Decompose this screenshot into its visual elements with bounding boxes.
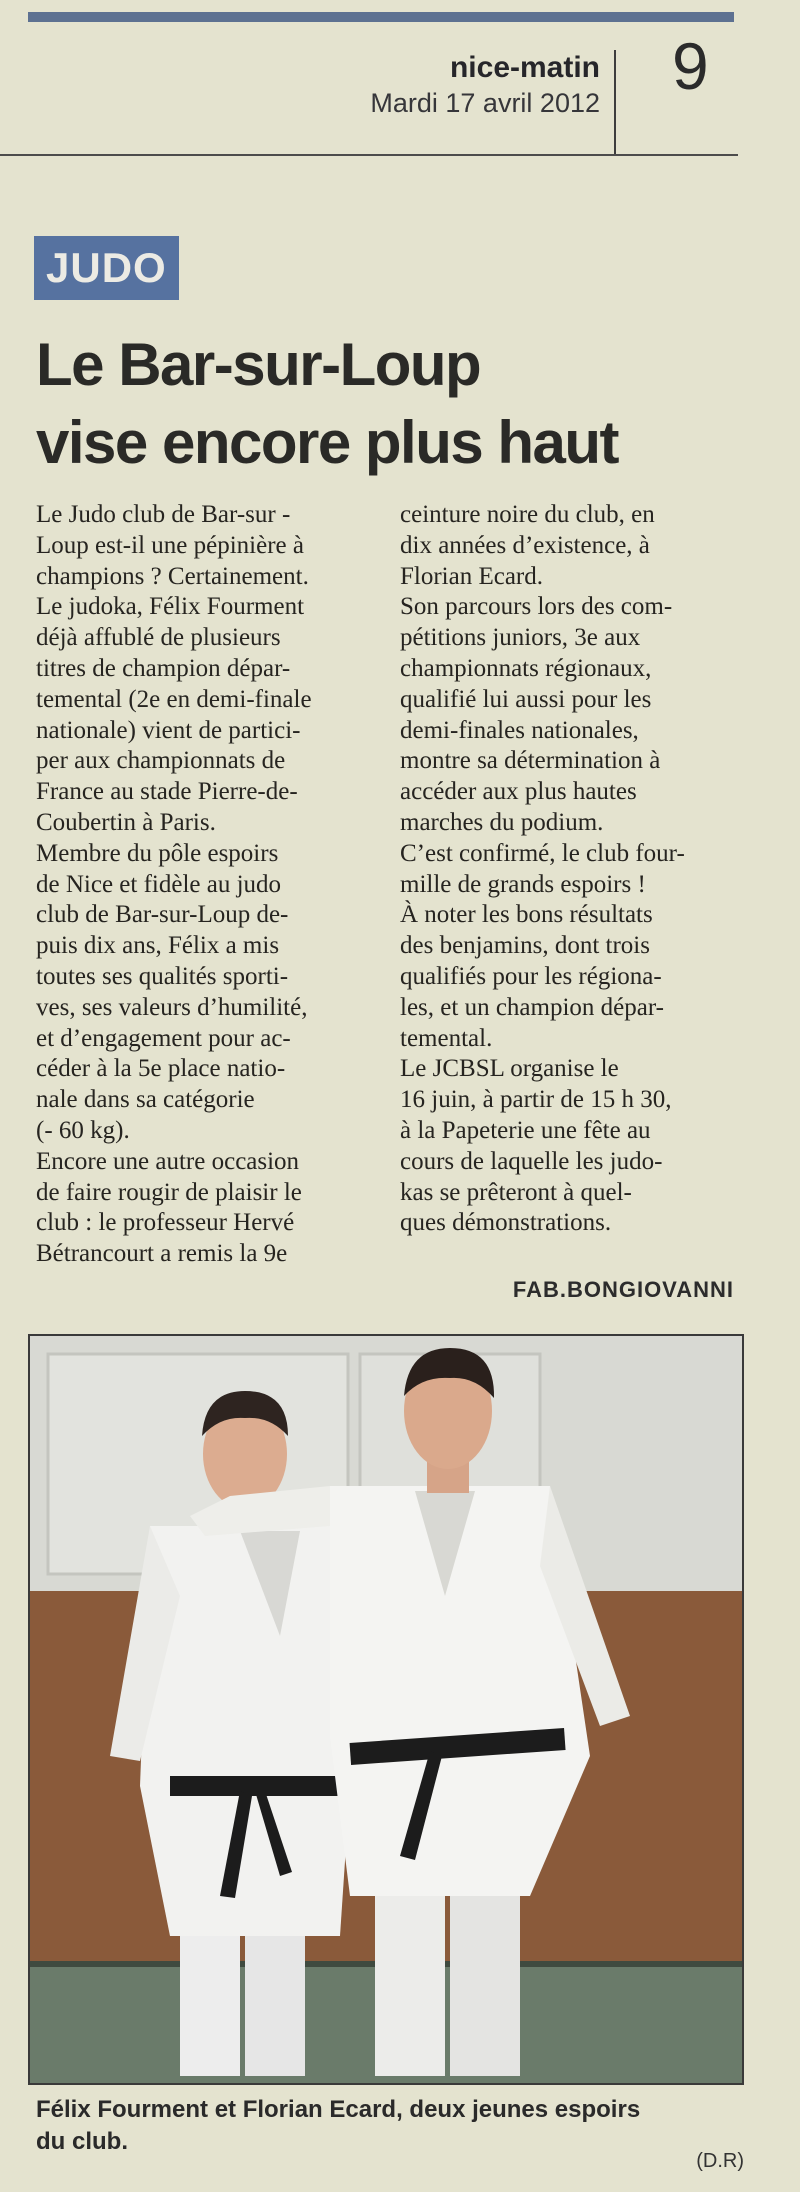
masthead bbox=[370, 50, 600, 120]
newspaper-name: nice-matin bbox=[449, 51, 600, 84]
issue-date: Mardi 17 avril 2012 bbox=[370, 88, 600, 118]
article-column-2: ceinture noire du club, en dix années d’existence, à Florian Ecard. Son parcours lors des com- pétitions juniors, 3e aux championnats régionaux, qualifié lui aussi pour les demi-finales nationales, montre sa détermination à accéder aux plus hautes marches du podium. C’est confirmé, le club four- mille de grands espoirs ! À noter les bons résultats des benjamins, dont trois qualifiés pour les régiona- les, et un champion dépar- temental. Le JCBSL organise le 16 juin, à partir de 15 h 30, à la Papeterie une fête au cours de laquelle les judo- kas se prêteront à quel- ques démonstrations. bbox=[400, 501, 685, 1237]
header-color-bar bbox=[28, 12, 734, 22]
masthead-divider bbox=[614, 50, 616, 156]
photo-caption: Félix Fourment et Florian Ecard, deux jeunes espoirs du club. bbox=[36, 2096, 641, 2155]
article-byline: FAB.BONGIOVANNI bbox=[512, 1277, 734, 1302]
section-kicker: JUDO bbox=[34, 236, 179, 300]
page-number: 9 bbox=[672, 29, 709, 103]
header-rule bbox=[0, 154, 738, 156]
photo-credit: (D.R) bbox=[696, 2150, 744, 2172]
article-photo bbox=[28, 1334, 744, 2085]
article-headline bbox=[36, 326, 756, 482]
judoka-photo-illustration bbox=[30, 1336, 742, 2083]
headline-text: Le Bar-sur-Loup vise encore plus haut bbox=[36, 331, 619, 476]
article-column-1: Le Judo club de Bar-sur - Loup est-il une pépinière à champions ? Certainement. Le judoka, Félix Fourment déjà affublé de plusieurs titres de champion dépar- temental (2e en demi-finale nationale) vient de partici- per aux championnats de France au stade Pierre-de- Coubertin à Paris. Membre du pôle espoirs de Nice et fidèle au judo club de Bar-sur-Loup de- puis dix ans, Félix a mis toutes ses qualités sporti- ves, ses valeurs d’humilité, et d’engagement pour ac- céder à la 5e place natio- nale dans sa catégorie (- 60 kg). Encore une autre occasion de faire rougir de plaisir le club : le professeur Hervé Bétrancourt a remis la 9e bbox=[36, 501, 312, 1268]
